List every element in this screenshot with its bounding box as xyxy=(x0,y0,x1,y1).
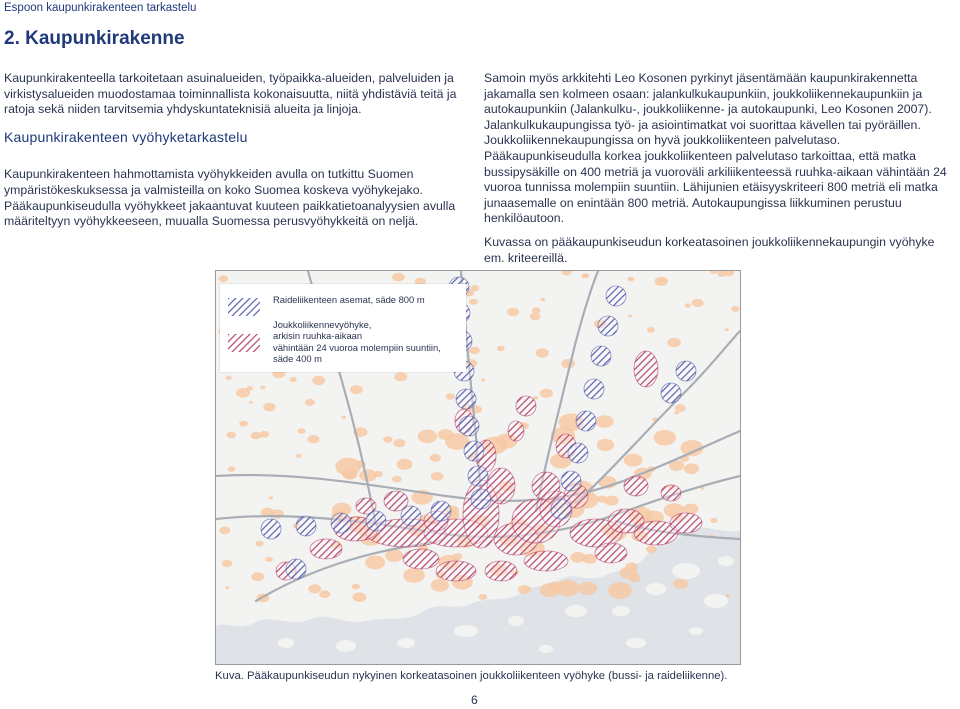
rail-station-zone xyxy=(286,559,306,579)
urban-area xyxy=(452,553,462,560)
rail-station-zone xyxy=(468,466,488,486)
rail-station-zone xyxy=(296,516,316,536)
urban-area xyxy=(726,594,731,597)
urban-area xyxy=(290,377,297,382)
bus-zone-area xyxy=(403,549,439,569)
bus-zone-area xyxy=(485,561,517,581)
urban-area xyxy=(397,459,413,470)
rail-station-zone xyxy=(576,411,596,431)
rail-station-zone xyxy=(591,346,611,366)
island xyxy=(565,605,587,617)
running-head: Espoon kaupunkirakenteen tarkastelu xyxy=(4,2,197,14)
bus-zone-area xyxy=(516,396,536,416)
urban-area xyxy=(341,416,346,419)
urban-area xyxy=(269,496,274,499)
urban-area xyxy=(249,401,253,404)
urban-area xyxy=(685,303,691,307)
urban-area xyxy=(308,584,321,593)
zone-paragraph: Kaupunkirakenteen hahmottamista vyöhykkeiden avulla on tutkittu Suomen ympäristökeskuksessa ja valmisteilla on koko Suomea koskeva vyöhykejako. Pääkaupunkiseudulla vyöhykkeet jakaantuvat kuuteen paikkatietoanalyysien avulla määriteltyyn vyöhykkeeseen, muualla Suomessa perusvyöhykkeitä on neljä. xyxy=(4,167,456,229)
urban-area xyxy=(627,277,634,282)
urban-area xyxy=(305,399,315,406)
urban-area xyxy=(710,518,717,523)
urban-area xyxy=(335,458,361,476)
legend-label-bus: Joukkoliikennevyöhyke, arkisin ruuhka-aikaan vähintään 24 vuoroa molempiin suuntiin, säde 400 m xyxy=(273,319,441,365)
urban-area xyxy=(350,385,363,394)
urban-area xyxy=(530,313,541,321)
rail-station-zone xyxy=(568,443,588,463)
urban-area xyxy=(646,546,657,553)
urban-area xyxy=(674,411,679,415)
bus-zone-area xyxy=(532,472,560,500)
urban-area xyxy=(430,454,441,462)
urban-area xyxy=(604,496,618,506)
urban-area xyxy=(518,585,531,594)
page-number: 6 xyxy=(471,693,478,707)
urban-area xyxy=(624,454,643,467)
bus-zone-area xyxy=(524,551,568,571)
urban-area xyxy=(608,582,632,599)
section-subheading: Kaupunkirakenteen vyöhyketarkastelu xyxy=(4,128,248,145)
rail-station-zone xyxy=(661,383,681,403)
urban-area xyxy=(582,273,589,278)
urban-area xyxy=(260,386,265,390)
urban-area xyxy=(540,389,553,398)
urban-area xyxy=(536,348,549,357)
urban-area xyxy=(365,555,385,569)
urban-area xyxy=(392,476,402,483)
island xyxy=(718,556,734,566)
urban-area xyxy=(383,436,392,443)
urban-area xyxy=(255,541,263,547)
legend-swatch-rail xyxy=(228,298,260,316)
rail-station-zone xyxy=(561,471,581,491)
urban-area xyxy=(418,430,437,444)
urban-area xyxy=(731,306,739,312)
urban-area xyxy=(222,560,233,567)
urban-area xyxy=(319,590,330,598)
urban-area xyxy=(647,327,655,333)
urban-area xyxy=(675,404,686,412)
urban-area xyxy=(469,299,478,305)
bus-zone-area xyxy=(436,561,476,581)
urban-area xyxy=(725,328,729,331)
legend-label-rail: Raideliikenteen asemat, säde 800 m xyxy=(273,294,425,305)
left-column xyxy=(4,71,472,238)
rail-station-zone xyxy=(606,286,626,306)
urban-area xyxy=(692,299,704,307)
chapter-title: 2. Kaupunkirakenne xyxy=(4,28,185,49)
island xyxy=(278,638,294,648)
urban-area xyxy=(532,307,541,313)
urban-area xyxy=(431,579,449,592)
urban-area xyxy=(226,376,232,380)
urban-area xyxy=(673,579,688,589)
urban-area xyxy=(583,554,597,564)
island xyxy=(336,640,356,652)
rail-station-zone xyxy=(584,379,604,399)
bus-zone-area xyxy=(661,485,681,501)
urban-area xyxy=(507,308,519,317)
bus-zone-area xyxy=(634,351,658,387)
urban-area xyxy=(236,388,250,398)
urban-area xyxy=(352,584,360,590)
urban-area xyxy=(359,469,377,481)
legend-swatch-bus xyxy=(228,334,260,352)
urban-area xyxy=(667,338,681,348)
urban-area xyxy=(251,572,264,581)
bus-zone-area xyxy=(670,513,702,533)
urban-area xyxy=(597,439,614,451)
urban-area xyxy=(403,568,425,583)
urban-area xyxy=(684,463,699,474)
urban-area xyxy=(533,396,538,400)
urban-area xyxy=(239,421,248,427)
rail-station-zone xyxy=(401,506,421,526)
urban-area xyxy=(308,435,320,443)
bus-zone-area xyxy=(310,539,342,559)
urban-area xyxy=(497,346,505,351)
rail-station-zone xyxy=(431,501,451,521)
urban-area xyxy=(479,594,488,600)
urban-area xyxy=(541,298,546,302)
rail-station-zone xyxy=(261,519,281,539)
urban-area xyxy=(394,372,407,381)
rail-station-zone xyxy=(331,513,351,533)
urban-area xyxy=(298,428,306,434)
urban-area xyxy=(431,472,444,481)
map-legend xyxy=(220,284,466,372)
urban-area xyxy=(353,592,367,602)
urban-area xyxy=(225,586,229,589)
rail-station-zone xyxy=(551,499,571,519)
urban-area xyxy=(227,432,236,439)
urban-area xyxy=(481,379,486,382)
urban-area xyxy=(296,454,302,458)
intro-paragraph: Kaupunkirakenteella tarkoitetaan asuinalueiden, työpaikka-alueiden, palveluiden ja virkistysalueiden muodostamaa toiminnallista kokonaisuutta, niitä yhdistäviä teitä ja ratoja sekä niiden tarvitsemia yhdyskuntateknisiä alueita ja linjoja. xyxy=(4,71,457,117)
urban-area xyxy=(312,376,325,385)
urban-area xyxy=(446,393,455,399)
figure-intro-paragraph: Kuvassa on pääkaupunkiseudun korkeatasoinen joukkoliikennekaupungin vyöhyke em. kriteereillä. xyxy=(484,234,935,265)
urban-area xyxy=(265,557,273,562)
urban-area xyxy=(628,315,632,318)
urban-area xyxy=(251,432,262,440)
urban-area xyxy=(393,439,405,447)
rail-station-zone xyxy=(464,441,484,461)
island xyxy=(646,583,666,595)
urban-area xyxy=(578,582,597,595)
urban-area xyxy=(392,273,405,282)
island xyxy=(454,625,478,637)
urban-area xyxy=(654,430,676,446)
rail-station-zone xyxy=(471,489,491,509)
right-column xyxy=(484,71,956,274)
island xyxy=(626,638,646,648)
urban-area xyxy=(561,359,575,369)
urban-area xyxy=(263,403,275,412)
island xyxy=(397,638,415,648)
island xyxy=(539,645,553,653)
urban-area xyxy=(228,466,236,471)
kosonen-paragraph: Samoin myös arkkitehti Leo Kosonen pyrkinyt jäsentämään kaupunkirakennetta jakamalla sen kolmeen osaan: jalankulkukaupunkiin, joukkoliikennekaupunkiin ja autokaupunkiin (Jalankulku-, joukkoliikenne- ja autokaupunki, Leo Kosonen 2007). Jalankulkukaupungissa työ- ja asiointimatkat voi suorittaa kävellen tai pyöräillen. Joukkoliikennekaupungissa on hyvä joukkoliikenteen palvelutaso. Pääkaupunkiseudulla korkea joukkoliikenteen palvelutaso tarkoittaa, että matka bussipysäkille on 400 metriä ja vuoroväli arkiliikenteessä ruuhka-aikaan vähintään 24 vuoroa tunnissa molempiin suuntiin. Lähijunien etäisyyskriteeri 800 metriä eli matka junaasemalle on enintään 800 metriä. Autokaupungissa liikkuminen perustuu henkilöautoon. xyxy=(484,71,947,226)
island xyxy=(689,627,703,635)
urban-area xyxy=(540,583,560,597)
island xyxy=(612,606,630,616)
rail-station-zone xyxy=(366,511,386,531)
island xyxy=(672,563,700,579)
urban-area xyxy=(655,277,668,286)
rail-station-zone xyxy=(676,361,696,381)
island xyxy=(508,616,524,626)
bus-zone-area xyxy=(595,543,627,563)
urban-area xyxy=(260,431,270,438)
bus-zone-area xyxy=(624,476,648,496)
urban-area xyxy=(219,275,229,282)
bus-zone-area xyxy=(508,421,524,441)
rail-station-zone xyxy=(456,389,476,409)
rail-station-zone xyxy=(598,316,618,336)
urban-area xyxy=(596,415,614,428)
rail-station-zone xyxy=(459,416,479,436)
urban-area xyxy=(469,347,480,355)
figure-caption: Kuva. Pääkaupunkiseudun nykyinen korkeatasoinen joukkoliikenteen vyöhyke (bussi- ja raideliikenne). xyxy=(215,670,728,682)
urban-area xyxy=(628,574,640,582)
urban-area xyxy=(219,527,230,535)
island xyxy=(704,594,728,608)
